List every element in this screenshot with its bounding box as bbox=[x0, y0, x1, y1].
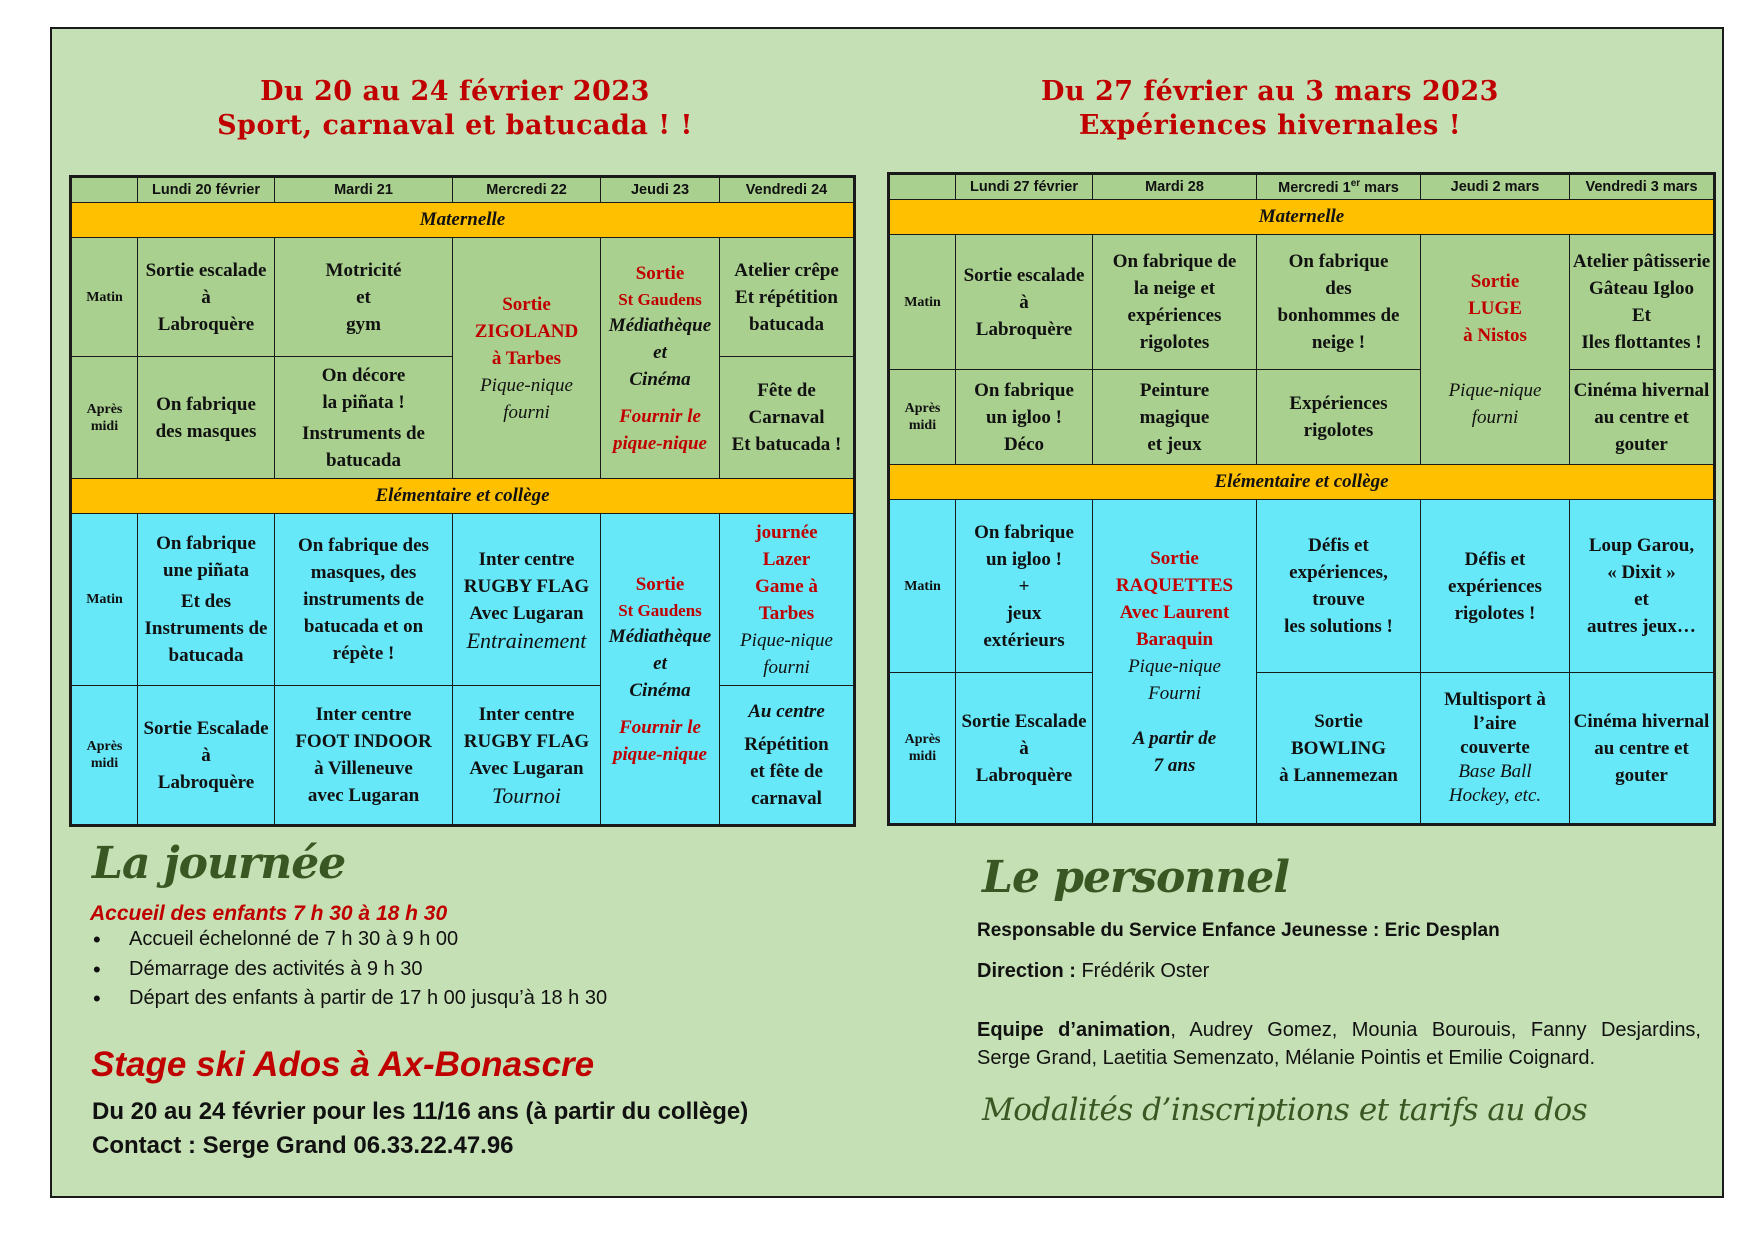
activity-line: à bbox=[1019, 737, 1029, 759]
activity-cell bbox=[956, 673, 1093, 825]
activity-line: à Lannemezan bbox=[1279, 764, 1398, 786]
activity-line: Et batucada ! bbox=[731, 434, 842, 455]
activity-line: et fête de bbox=[750, 761, 823, 782]
activity-cell bbox=[1570, 370, 1715, 465]
activity-cell bbox=[956, 500, 1093, 673]
activity-line: au centre et bbox=[1594, 737, 1689, 759]
activity-line: Atelier crêpe bbox=[734, 259, 839, 281]
stage-contact: Contact : Serge Grand 06.33.22.47.96 bbox=[92, 1132, 514, 1159]
personnel-heading: Le personnel bbox=[982, 852, 1289, 903]
activity-cell bbox=[1093, 370, 1257, 465]
equipe-label: Equipe d’animation bbox=[977, 1019, 1171, 1041]
activity-line: gouter bbox=[1615, 764, 1668, 786]
activity-cell bbox=[1257, 370, 1421, 465]
stage-title: Stage ski Ados à Ax-Bonascre bbox=[91, 1045, 595, 1084]
activity-line: RAQUETTES bbox=[1115, 574, 1234, 596]
day-header-sup: er bbox=[1350, 178, 1361, 190]
week2-title bbox=[885, 75, 1655, 143]
activity-line: bonhommes de bbox=[1277, 305, 1400, 326]
activity-line: St Gaudens bbox=[618, 600, 702, 620]
activity-line: à bbox=[201, 286, 211, 308]
activity-line: pique-nique bbox=[613, 743, 707, 765]
activity-cell bbox=[1421, 235, 1570, 465]
row-label-apres-midi bbox=[889, 370, 956, 465]
activity-line: St Gaudens bbox=[618, 289, 702, 309]
activity-cell bbox=[1257, 500, 1421, 673]
activity-cell bbox=[720, 514, 855, 686]
day-header-part: mars bbox=[1360, 179, 1399, 196]
activity-line: Cinéma hivernal bbox=[1573, 379, 1710, 401]
activity-line: Au centre bbox=[748, 701, 825, 722]
activity-line: On décore bbox=[321, 364, 406, 386]
row-label-line: Après bbox=[904, 401, 941, 416]
activity-line: instruments de bbox=[303, 589, 424, 610]
activity-line: Sortie bbox=[502, 293, 551, 315]
activity-cell bbox=[601, 238, 720, 479]
activity-line: Baraquin bbox=[1135, 628, 1214, 650]
activity-line: fourni bbox=[503, 401, 550, 423]
activity-line: Carnaval bbox=[748, 407, 825, 428]
row-label-line: Après bbox=[86, 401, 123, 417]
activity-line: Défis et bbox=[1464, 548, 1526, 570]
activity-line: Fête de bbox=[757, 380, 816, 401]
activity-line: Sortie escalade bbox=[145, 259, 267, 281]
activity-line: On fabrique bbox=[974, 521, 1074, 543]
day-header: Vendredi 3 mars bbox=[1570, 174, 1715, 200]
week2-schedule-table bbox=[887, 172, 1716, 826]
activity-line: Fournir le bbox=[619, 405, 701, 427]
week1-title bbox=[70, 75, 840, 143]
activity-line: jeux bbox=[1006, 602, 1042, 624]
row-label-line: Après bbox=[86, 739, 123, 754]
activity-line: à Tarbes bbox=[491, 347, 562, 369]
activity-line: Avec Lugaran bbox=[469, 758, 584, 779]
activity-line: à Nistos bbox=[1463, 325, 1527, 346]
activity-cell bbox=[275, 514, 453, 686]
activity-line: fourni bbox=[763, 656, 810, 678]
activity-cell bbox=[1570, 235, 1715, 370]
activity-line: expériences bbox=[1448, 575, 1542, 597]
activity-line: Cinéma bbox=[629, 679, 691, 701]
activity-line: autres jeux… bbox=[1587, 616, 1696, 637]
direction-value: Frédérik Oster bbox=[1075, 960, 1210, 982]
activity-cell bbox=[275, 357, 453, 479]
activity-cell bbox=[138, 514, 275, 686]
activity-cell bbox=[1257, 673, 1421, 825]
day-header: Mercredi 22 bbox=[453, 177, 601, 203]
activity-line: Motricité bbox=[325, 259, 402, 281]
activity-line: 7 ans bbox=[1153, 754, 1196, 776]
activity-line: Labroquère bbox=[157, 313, 255, 335]
activity-line: la piñata ! bbox=[322, 391, 405, 413]
activity-cell bbox=[720, 238, 855, 357]
row-label-apres-midi bbox=[71, 357, 138, 479]
week2-title-dates: Du 27 février au 3 mars 2023 bbox=[1041, 76, 1499, 107]
activity-line: « Dixit » bbox=[1607, 562, 1676, 583]
activity-line: Sortie bbox=[1470, 271, 1520, 292]
activity-cell bbox=[453, 238, 601, 479]
row-label-line: midi bbox=[90, 756, 119, 771]
activity-line: On fabrique bbox=[156, 533, 256, 554]
equipe-line2: Serge Grand, Laetitia Semenzato, Mélanie Pointis et Emilie Coignard. bbox=[977, 1047, 1596, 1069]
activity-line: On fabrique bbox=[974, 379, 1074, 401]
activity-line: gouter bbox=[1615, 433, 1668, 455]
activity-line: Avec Lugaran bbox=[469, 602, 584, 624]
activity-line: et bbox=[1634, 589, 1649, 610]
activity-cell bbox=[720, 357, 855, 479]
activity-cell bbox=[1093, 235, 1257, 370]
activity-line: Sortie escalade bbox=[963, 264, 1085, 286]
activity-line: extérieurs bbox=[983, 629, 1065, 651]
corner-cell bbox=[889, 174, 956, 200]
activity-line: un igloo ! bbox=[985, 406, 1063, 428]
journee-item: • Départ des enfants à partir de 17 h 00 jusqu’à 18 h 30 bbox=[93, 984, 607, 1014]
row-label-matin: Matin bbox=[71, 514, 138, 686]
activity-cell bbox=[1570, 673, 1715, 825]
section-elementaire: Elémentaire et collège bbox=[889, 465, 1715, 500]
activity-line: Répétition bbox=[744, 734, 829, 755]
section-maternelle: Maternelle bbox=[889, 200, 1715, 235]
activity-line: Base Ball bbox=[1458, 761, 1532, 782]
week1-title-theme: Sport, carnaval et batucada ! ! bbox=[217, 110, 693, 141]
activity-line: à Villeneuve bbox=[314, 758, 413, 779]
activity-line: Et des bbox=[180, 591, 232, 612]
week1-schedule-table bbox=[69, 175, 856, 827]
activity-line: Médiathèque bbox=[608, 314, 712, 336]
stage-dates: Du 20 au 24 février pour les 11/16 ans (à partir du collège) bbox=[92, 1098, 749, 1125]
activity-line: Sortie bbox=[1150, 547, 1199, 569]
activity-line: gym bbox=[346, 313, 381, 335]
activity-cell bbox=[1257, 235, 1421, 370]
activity-line: expériences, bbox=[1289, 562, 1388, 583]
activity-line: Et répétition bbox=[735, 286, 838, 308]
row-label-apres-midi bbox=[889, 673, 956, 825]
activity-line: Inter centre bbox=[478, 548, 575, 570]
journee-heading: La journée bbox=[92, 838, 346, 889]
journee-list bbox=[93, 925, 607, 1014]
activity-line: FOOT INDOOR bbox=[295, 731, 432, 752]
modalites-note: Modalités d’inscriptions et tarifs au dos bbox=[982, 1092, 1588, 1128]
day-header: Mardi 21 bbox=[275, 177, 453, 203]
activity-line: des bbox=[1325, 278, 1352, 299]
activity-line: Sortie bbox=[1314, 710, 1363, 732]
direction-label: Direction : bbox=[977, 960, 1076, 982]
activity-line: magique bbox=[1139, 406, 1210, 428]
activity-cell bbox=[453, 514, 601, 686]
activity-line: Inter centre bbox=[478, 704, 575, 725]
activity-line: Game à bbox=[755, 575, 818, 597]
activity-cell bbox=[138, 238, 275, 357]
activity-cell bbox=[1093, 500, 1257, 825]
activity-line: batucada bbox=[326, 449, 401, 471]
activity-line: une piñata bbox=[162, 560, 250, 581]
activity-line: et jeux bbox=[1147, 433, 1202, 455]
day-header: Mardi 28 bbox=[1093, 174, 1257, 200]
activity-line: On fabrique bbox=[1288, 251, 1389, 272]
row-label-matin: Matin bbox=[889, 500, 956, 673]
activity-line: Hockey, etc. bbox=[1448, 785, 1542, 806]
activity-line: la neige et bbox=[1133, 278, 1216, 299]
activity-line: pique-nique bbox=[613, 432, 707, 454]
day-header: Lundi 27 février bbox=[956, 174, 1093, 200]
week1-title-dates: Du 20 au 24 février 2023 bbox=[260, 76, 650, 107]
activity-line: avec Lugaran bbox=[307, 785, 420, 806]
activity-line: Peinture bbox=[1139, 379, 1210, 401]
activity-line: rigolotes ! bbox=[1454, 602, 1536, 624]
activity-line: Fournir le bbox=[619, 716, 701, 738]
activity-line: Sortie bbox=[635, 573, 685, 595]
activity-line: Pique-nique bbox=[480, 374, 573, 396]
activity-line: Avec Laurent bbox=[1119, 601, 1230, 623]
activity-line: Défis et bbox=[1308, 535, 1369, 556]
activity-line: Pique-nique bbox=[1128, 655, 1221, 677]
personnel-direction bbox=[977, 960, 1209, 983]
activity-line: Instruments de bbox=[144, 618, 268, 639]
activity-line: journée bbox=[755, 521, 818, 543]
activity-line: des masques bbox=[155, 420, 257, 442]
activity-line: Labroquère bbox=[975, 318, 1073, 340]
activity-line: rigolotes bbox=[1303, 420, 1374, 441]
activity-cell bbox=[956, 235, 1093, 370]
activity-line: BOWLING bbox=[1290, 737, 1387, 759]
row-label-line: midi bbox=[90, 418, 119, 434]
equipe-line1: , Audrey Gomez, Mounia Bourouis, Fanny Desjardins, bbox=[1170, 1019, 1701, 1041]
activity-line: Médiathèque bbox=[608, 625, 712, 647]
activity-line: LUGE bbox=[1468, 298, 1522, 319]
activity-cell bbox=[275, 686, 453, 826]
activity-line: Labroquère bbox=[157, 771, 255, 793]
activity-line: répète ! bbox=[332, 643, 395, 664]
section-maternelle: Maternelle bbox=[71, 203, 855, 238]
activity-line: rigolotes bbox=[1139, 332, 1210, 353]
section-elementaire: Elémentaire et collège bbox=[71, 479, 855, 514]
activity-line: Lazer bbox=[762, 548, 811, 570]
row-label-apres-midi bbox=[71, 686, 138, 826]
day-header: Vendredi 24 bbox=[720, 177, 855, 203]
activity-line: On fabrique bbox=[156, 393, 256, 415]
activity-line: un igloo ! bbox=[985, 548, 1063, 570]
activity-cell bbox=[138, 357, 275, 479]
activity-line: On fabrique de bbox=[1112, 251, 1237, 272]
row-label-matin: Matin bbox=[71, 238, 138, 357]
activity-line: Loup Garou, bbox=[1588, 535, 1695, 556]
activity-line: On fabrique des bbox=[298, 535, 429, 556]
activity-line: A partir de bbox=[1132, 727, 1217, 749]
activity-line: Et bbox=[1632, 305, 1651, 326]
activity-line: Tournoi bbox=[492, 783, 561, 808]
activity-cell bbox=[1570, 500, 1715, 673]
activity-line: Expériences bbox=[1289, 393, 1388, 414]
activity-line: batucada bbox=[749, 313, 824, 335]
activity-line: RUGBY FLAG bbox=[463, 731, 590, 752]
activity-cell bbox=[138, 686, 275, 826]
activity-line: Déco bbox=[1003, 433, 1045, 455]
activity-cell bbox=[601, 514, 720, 826]
activity-line: les solutions ! bbox=[1284, 616, 1393, 637]
journee-item: • Démarrage des activités à 9 h 30 bbox=[93, 955, 607, 985]
activity-line: à bbox=[201, 744, 211, 766]
activity-line: Iles flottantes ! bbox=[1581, 332, 1702, 353]
activity-line: couverte bbox=[1460, 737, 1530, 758]
day-header bbox=[1257, 174, 1421, 200]
activity-line: Cinéma hivernal bbox=[1573, 710, 1710, 732]
activity-line: Gâteau Igloo bbox=[1588, 278, 1695, 299]
activity-line: batucada bbox=[168, 645, 244, 666]
activity-line: et bbox=[653, 652, 667, 674]
row-label-matin: Matin bbox=[889, 235, 956, 370]
row-label-line: midi bbox=[908, 749, 937, 764]
activity-cell bbox=[1421, 500, 1570, 673]
row-label-line: Après bbox=[904, 732, 941, 747]
activity-line: et bbox=[653, 341, 667, 363]
activity-line: au centre et bbox=[1594, 406, 1689, 428]
activity-line: Inter centre bbox=[315, 704, 412, 725]
activity-line: Labroquère bbox=[975, 764, 1073, 786]
activity-line: Atelier pâtisserie bbox=[1572, 251, 1711, 272]
activity-line: Tarbes bbox=[758, 602, 815, 624]
activity-line: Fourni bbox=[1148, 682, 1201, 704]
activity-line: masques, des bbox=[310, 562, 417, 583]
corner-cell bbox=[71, 177, 138, 203]
activity-line: fourni bbox=[1471, 407, 1519, 428]
activity-line: neige ! bbox=[1311, 332, 1366, 353]
activity-line: Sortie Escalade bbox=[961, 710, 1087, 732]
day-header-part: Mercredi 1 bbox=[1278, 179, 1351, 196]
journee-accueil: Accueil des enfants 7 h 30 à 18 h 30 bbox=[90, 902, 448, 925]
activity-line: carnaval bbox=[751, 788, 822, 809]
activity-line: trouve bbox=[1312, 589, 1365, 610]
activity-line: l’aire bbox=[1473, 713, 1517, 734]
personnel-responsable: Responsable du Service Enfance Jeunesse : Eric Desplan bbox=[977, 920, 1500, 941]
activity-line: et bbox=[356, 286, 371, 308]
activity-cell bbox=[1421, 673, 1570, 825]
activity-line: Pique-nique bbox=[1448, 380, 1542, 401]
activity-line: Entrainement bbox=[466, 627, 587, 653]
activity-line: batucada et on bbox=[303, 616, 424, 637]
activity-line: + bbox=[1018, 575, 1030, 597]
day-header: Jeudi 23 bbox=[601, 177, 720, 203]
journee-item: • Accueil échelonné de 7 h 30 à 9 h 00 bbox=[93, 925, 607, 955]
activity-line: expériences bbox=[1127, 305, 1222, 326]
day-header: Jeudi 2 mars bbox=[1421, 174, 1570, 200]
activity-line: ZIGOLAND bbox=[474, 320, 579, 342]
personnel-equipe bbox=[977, 1016, 1701, 1072]
week2-title-theme: Expériences hivernales ! bbox=[1078, 110, 1462, 141]
activity-cell bbox=[720, 686, 855, 826]
activity-line: à bbox=[1019, 291, 1029, 313]
activity-line: Pique-nique bbox=[740, 629, 833, 651]
activity-line: Multisport à bbox=[1444, 689, 1546, 710]
activity-line: Sortie Escalade bbox=[143, 717, 269, 739]
row-label-line: midi bbox=[908, 418, 937, 433]
activity-line: Sortie bbox=[635, 262, 685, 284]
activity-line: Instruments de bbox=[302, 422, 425, 444]
activity-cell bbox=[956, 370, 1093, 465]
activity-cell bbox=[453, 686, 601, 826]
activity-line: Cinéma bbox=[629, 368, 691, 390]
day-header: Lundi 20 février bbox=[138, 177, 275, 203]
activity-line: RUGBY FLAG bbox=[463, 575, 590, 597]
activity-cell bbox=[275, 238, 453, 357]
